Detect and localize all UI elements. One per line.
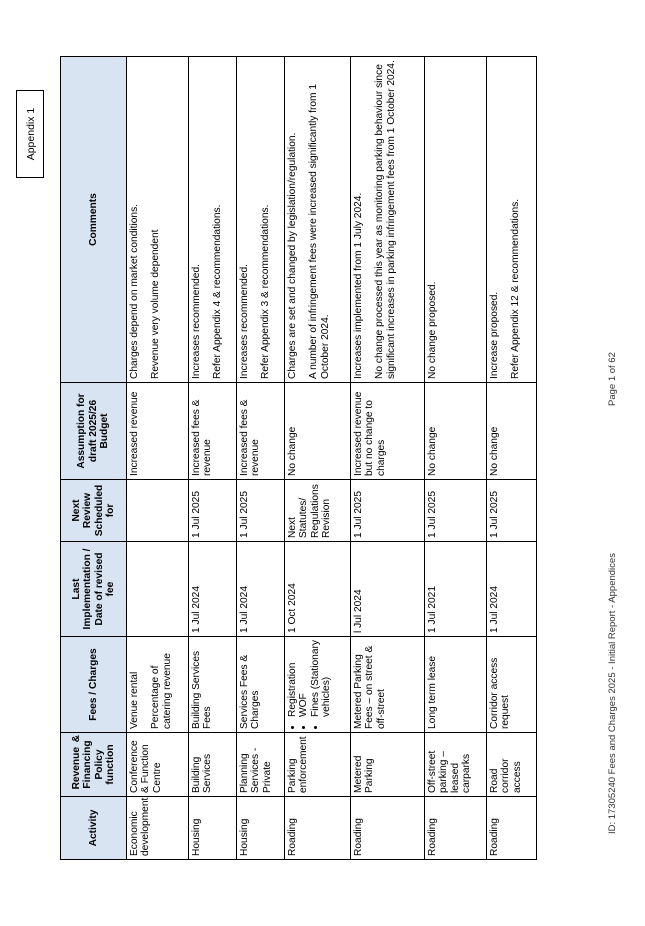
cell-policy: Parking enforcement [285,733,351,797]
header-next-review: Next Review Scheduled for [61,480,127,542]
fees-line: Venue rental [129,671,140,729]
comment-line: No change processed this year as monitoring parking behaviour since significant increases in parking infringement fees from 1 October 2024. [374,60,397,379]
comment-line: Increases recommended. [239,264,250,379]
cell-next-review: 1 Jul 2025 [237,480,285,542]
comment-line: A number of infringement fees were increased significantly from 1 October 2024. [308,83,331,379]
header-comments: Comments [61,57,127,383]
cell-assumption: Increased fees & revenue [237,383,285,480]
cell-activity: Housing [189,797,237,860]
header-revenue-policy-amp: & [70,735,82,743]
cell-policy: Planning Services - Private [237,733,285,797]
cell-last-implementation: 1 Jul 2021 [425,542,487,637]
cell-last-implementation [127,542,189,637]
table-header-row [61,57,127,860]
header-fees-charges: Fees / Charges [61,637,127,733]
cell-fees: Services Fees & Charges [237,637,285,733]
appendix-label: Appendix 1 [16,90,44,178]
list-item: • WOF [298,640,309,717]
comment-line: Charges are set and changed by legislation/regulation. [287,132,298,379]
cell-policy: Conference & Function Centre [127,733,189,797]
cell-next-review: 1 Jul 2025 [425,480,487,542]
cell-fees: Building Services Fees [189,637,237,733]
table-row [425,57,487,860]
cell-last-implementation: 1 Jul 2024 [189,542,237,637]
list-item: • Registration [287,640,298,717]
cell-assumption: No change [425,383,487,480]
cell-last-implementation: 1 Jul 2024 [487,542,537,637]
cell-activity: Roading [285,797,351,860]
cell-assumption: No change [487,383,537,480]
header-revenue-policy [61,733,127,797]
cell-next-review: 1 Jul 2025 [189,480,237,542]
cell-last-implementation: l Jul 2024 [351,542,425,637]
header-assumption: Assumption for draft 2025/26 Budget [61,383,127,480]
cell-assumption: Increased revenue [127,383,189,480]
fees-charges-table [60,56,537,860]
cell-next-review [127,480,189,542]
cell-comments [127,57,189,383]
cell-fees [127,637,189,733]
header-revenue-policy-text: Revenue Financing Policy function [70,740,116,790]
cell-assumption: Increased revenue but no change to charges [351,383,425,480]
footer-page-number: Page 1 of 62 [607,352,618,406]
cell-activity: Roading [487,797,537,860]
fees-line: Percentage of catering revenue [150,653,173,729]
cell-policy: Road corridor access [487,733,537,797]
cell-comments: No change proposed. [425,57,487,383]
table-row [127,57,189,860]
comment-line: Charges depend on market conditions. [129,204,140,379]
comment-line: Revenue very volume dependent [150,229,162,379]
header-activity: Activity [61,797,127,860]
comment-line: Refer Appendix 3 & recommendations. [260,204,272,379]
cell-policy: Metered Parking [351,733,425,797]
header-last-implementation: Last Implementation / Date of revised fee [61,542,127,637]
comment-line: Refer Appendix 12 & recommendations. [510,198,522,379]
cell-fees: Corridor access request [487,637,537,733]
cell-comments [237,57,285,383]
cell-policy: Building Services [189,733,237,797]
cell-fees: Long term lease [425,637,487,733]
cell-activity: Roading [425,797,487,860]
cell-next-review: 1 Jul 2025 [487,480,537,542]
comment-line: Increases recommended. [191,264,202,379]
cell-fees [285,637,351,733]
cell-comments [285,57,351,383]
cell-next-review: Next Statutes/ Regulations Revision [285,480,351,542]
cell-assumption: Increased fees & revenue [189,383,237,480]
table-row [189,57,237,860]
cell-next-review: 1 Jul 2025 [351,480,425,542]
comment-line: Increase proposed. [489,291,500,379]
fees-list [287,640,333,729]
cell-assumption: No change [285,383,351,480]
cell-activity: Economic development [127,797,189,860]
cell-activity: Housing [237,797,285,860]
cell-fees: Metered Parking Fees – on street & off-street [351,637,425,733]
cell-last-implementation: 1 Oct 2024 [285,542,351,637]
cell-activity: Roading [351,797,425,860]
cell-last-implementation: 1 Jul 2024 [237,542,285,637]
comment-line: Refer Appendix 4 & recommendations. [212,204,224,379]
table-row [487,57,537,860]
cell-comments [189,57,237,383]
cell-policy: Off-street parking – leased carparks [425,733,487,797]
cell-comments [487,57,537,383]
comment-line: Increases implemented from 1 July 2024. [353,192,364,379]
list-item: • Fines (Stationary vehicles) [310,640,333,717]
footer-document-id: ID: 17305240 Fees and Charges 2025 - Initial Report - Appendices [607,553,618,834]
table-row [285,57,351,860]
table-row [237,57,285,860]
table-row [351,57,425,860]
cell-comments [351,57,425,383]
